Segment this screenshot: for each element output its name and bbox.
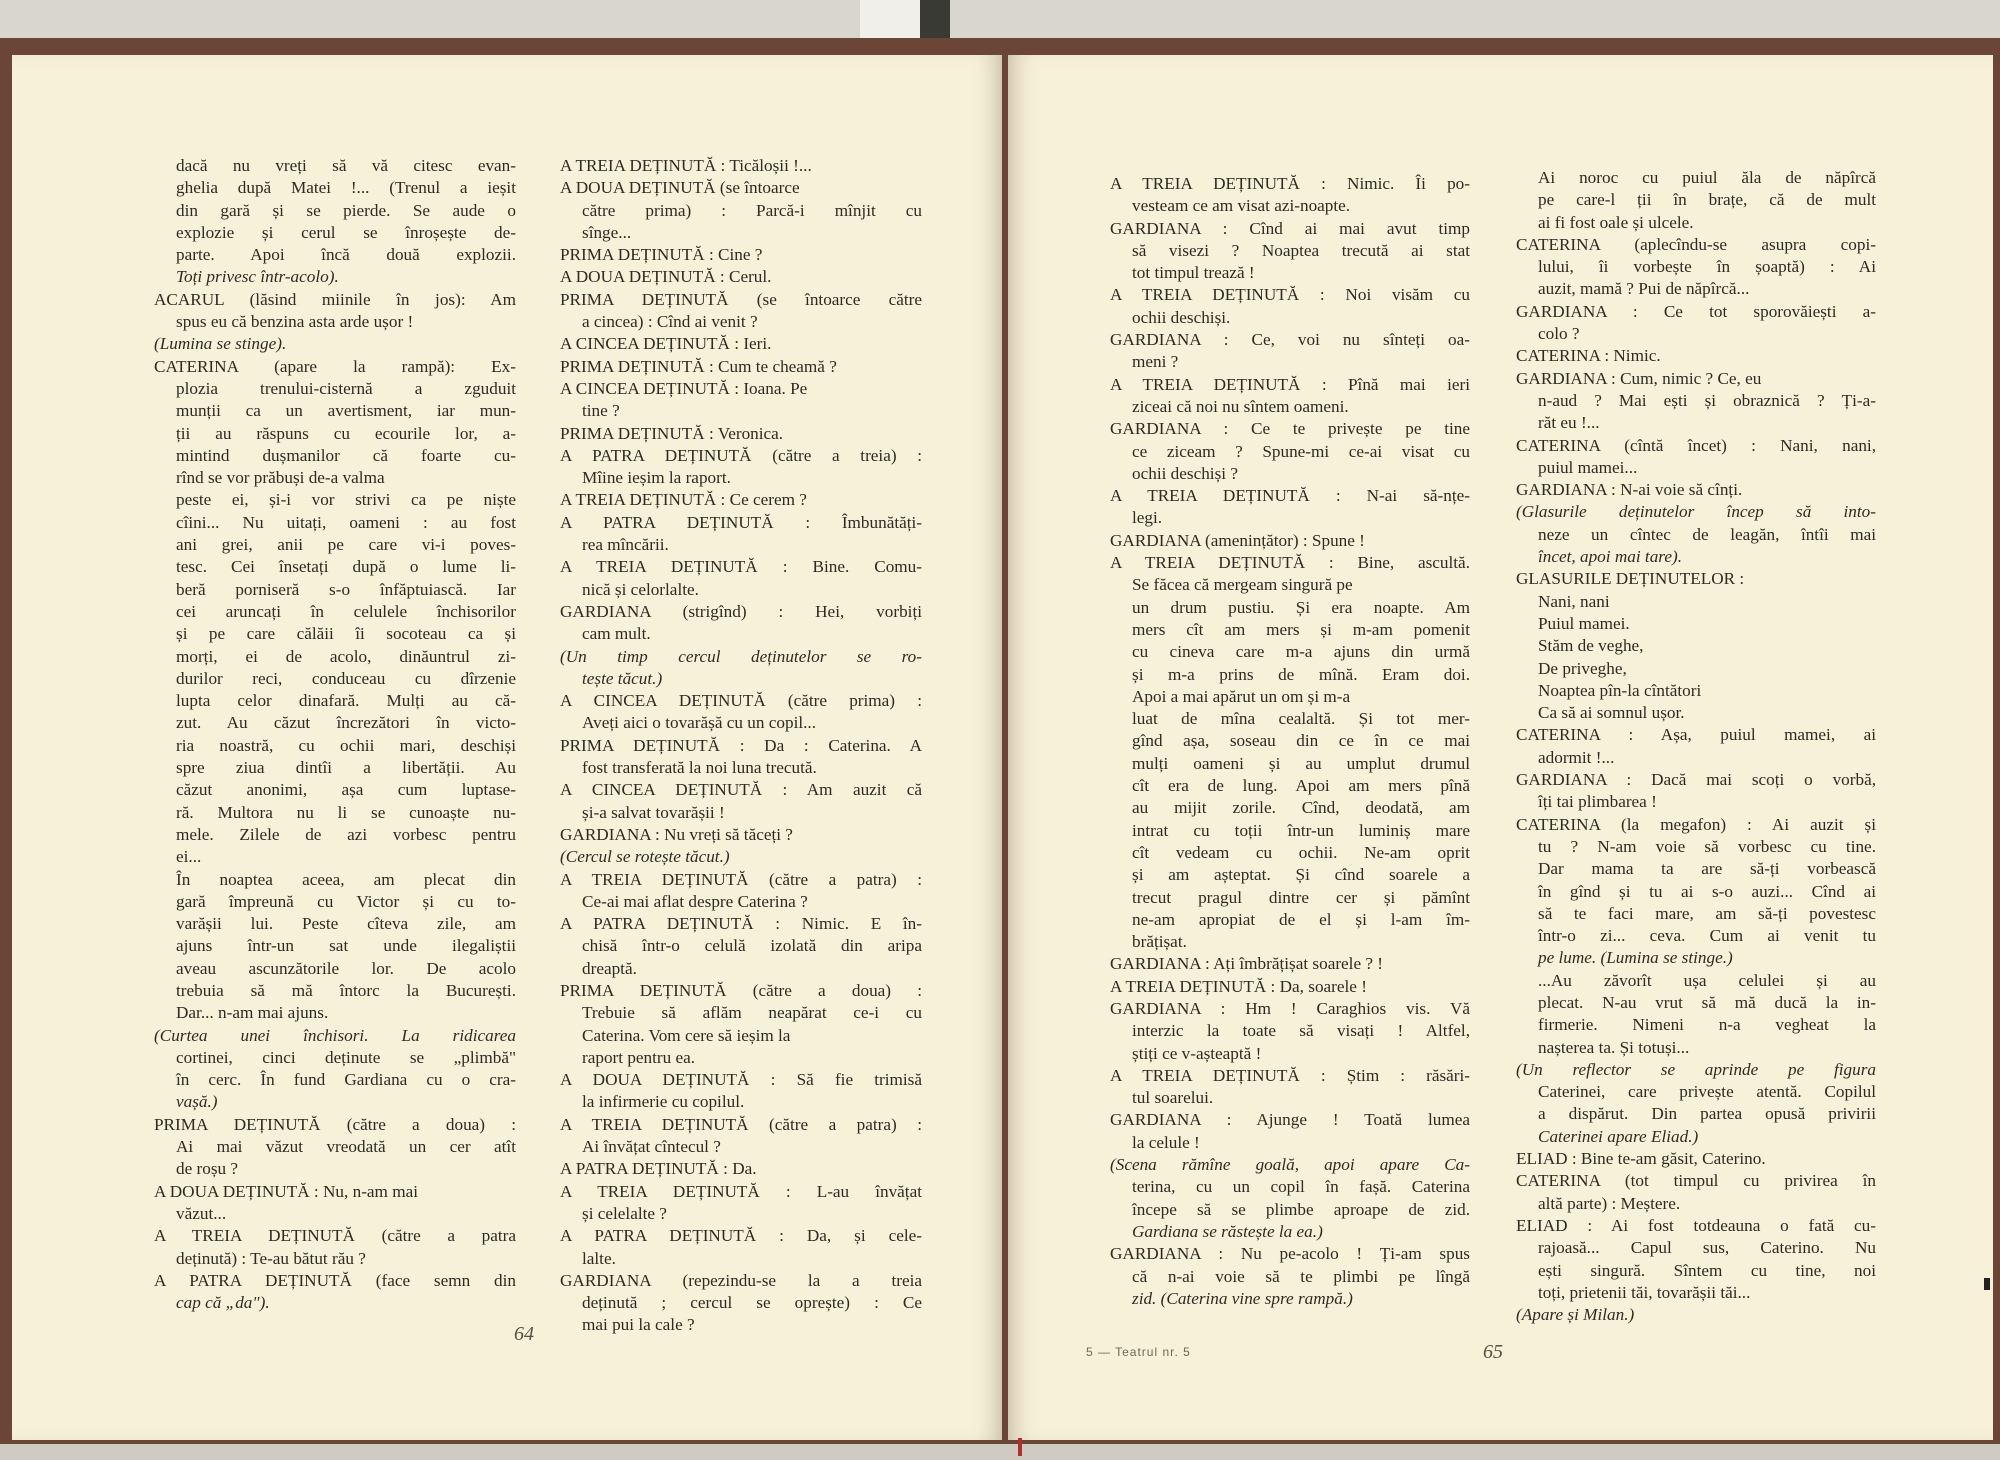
text-line: ajuns într-un sat unde ilegaliștii (176, 936, 516, 956)
text-line: GARDIANA : Ați îmbrățișat soarele ? ! (1110, 954, 1384, 974)
text-line: Puiul mamei. (1538, 613, 1630, 633)
text-line: terina, cu un copil în fașă. Caterina (1132, 1177, 1470, 1197)
text-line: neze un cîntec de leagăn, întîi mai (1538, 524, 1876, 544)
text-line: ...Au zăvorît ușa celulei și au (1538, 970, 1876, 990)
text-line: GARDIANA : Ajunge ! Toată lumea (1110, 1110, 1470, 1130)
text-line: și celelalte ? (582, 1203, 667, 1223)
text-line: dreaptă. (582, 958, 637, 978)
text-line: nică și celorlalte. (582, 579, 699, 599)
text-line: Aveți aici o tovarășă cu un copil... (582, 713, 817, 733)
text-line: să visezi ? Noaptea trecută ai stat (1132, 240, 1470, 260)
text-line: rajoasă... Capul sus, Caterino. Nu (1538, 1238, 1876, 1258)
text-line: puiul mamei... (1538, 457, 1638, 477)
text-line: CATERINA (aplecîndu-se asupra copi- (1516, 234, 1876, 254)
background-dark-block (920, 0, 950, 38)
text-line: legi. (1132, 508, 1163, 528)
text-line: ce ziceam ? Spune-mi ce-ai visat cu (1132, 441, 1470, 461)
left-page (12, 55, 1002, 1440)
text-line: peste ei, și-i vor strivi ca pe niște (176, 490, 516, 510)
text-line: Caterinei, care privește atentă. Copilul (1538, 1082, 1876, 1102)
text-line: cît era de lung. Apoi am mers pînă (1132, 776, 1470, 796)
text-line: încet, apoi mai tare). (1538, 547, 1682, 567)
text-line: dacă nu vreți să vă citesc evan- (176, 156, 516, 175)
text-line: A TREIA DEȚINUTĂ (către a patra (154, 1226, 516, 1246)
text-line: A TREIA DEȚINUTĂ (către a patra) : (560, 869, 922, 889)
page-number-right: 65 (1483, 1341, 1503, 1363)
text-line: varășii lui. Peste cîteva zile, am (176, 914, 516, 934)
text-line: răt eu !... (1538, 413, 1600, 433)
text-line: PRIMA DEȚINUTĂ (se întoarce către (560, 289, 922, 309)
text-line: A DOUA DEȚINUTĂ : Cerul. (560, 267, 772, 287)
text-line: adormit !... (1538, 747, 1615, 767)
text-line: luat de mîna cealaltă. Și tot mer- (1132, 709, 1470, 729)
text-line: deținută ; cercul se oprește) : Ce (582, 1293, 922, 1313)
text-line: (Scena rămîne goală, apoi apare Ca- (1110, 1155, 1470, 1175)
text-line: A PATRA DEȚINUTĂ (face semn din (154, 1270, 516, 1290)
text-line: de roșu ? (176, 1159, 239, 1179)
text-line: sînge... (582, 222, 632, 242)
text-line: la infirmerie cu copilul. (582, 1092, 745, 1112)
text-line: căzut anonimi, așa cum luptase- (176, 780, 516, 800)
text-line: și am așteptat. Și cînd soarele a (1132, 865, 1470, 885)
text-line: tine ? (582, 401, 620, 421)
background-strip (0, 0, 2000, 38)
text-line: interzic la toate să visați ! Altfel, (1132, 1021, 1470, 1041)
text-line: A PATRA DEȚINUTĂ (către a treia) : (560, 445, 922, 465)
text-line: cu cineva care m-a ajuns din urmă (1132, 642, 1470, 662)
text-line: cap că „da"). (176, 1293, 270, 1313)
text-line: GARDIANA : Hm ! Caraghios vis. Vă (1110, 998, 1470, 1018)
text-line: A TREIA DEȚINUTĂ : Da, soarele ! (1110, 976, 1367, 996)
text-line: altă parte) : Meștere. (1538, 1193, 1681, 1213)
text-line: plozia trenului-cisternă a zguduit (176, 378, 516, 398)
text-line: a dispărut. Din partea opusă privirii (1538, 1104, 1876, 1124)
text-line: tește tăcut.) (582, 668, 663, 688)
text-line: De priveghe, (1538, 658, 1627, 678)
text-line: ani grei, anii pe care vi-i poves- (176, 535, 516, 555)
text-line: brățișat. (1132, 932, 1187, 952)
printer-signature: 5 — Teatrul nr. 5 (1086, 1345, 1191, 1359)
right-page-column-2 (1516, 167, 1876, 1326)
text-line: tu ? N-am voie să vorbesc cu tine. (1538, 836, 1876, 856)
text-line: Caterinei apare Eliad.) (1538, 1126, 1699, 1146)
text-line: GARDIANA : Ce, voi nu sînteți oa- (1110, 330, 1470, 350)
text-line: GARDIANA (amenințător) : Spune ! (1110, 530, 1365, 550)
table-surface (0, 1444, 2000, 1460)
text-line: Mîine ieșim la raport. (582, 468, 731, 488)
text-line: și m-a prins de mînă. Eram doi. (1132, 664, 1470, 684)
background-block (860, 0, 920, 38)
text-line: gară împreună cu Victor și cu to- (176, 891, 516, 911)
text-line: ria noastră, cu ochii mari, deschiși (176, 735, 516, 755)
text-line: pe lume. (Lumina se stinge.) (1538, 948, 1733, 968)
text-line: pe care-l ții în brațe, că de mult (1538, 190, 1876, 210)
text-line: către prima) : Parcă-i mînjit cu (582, 200, 922, 220)
text-line: A TREIA DEȚINUTĂ : Ticăloșii !... (560, 156, 812, 175)
text-line: Se făcea că mergeam singură pe (1132, 575, 1353, 595)
text-line: PRIMA DEȚINUTĂ : Cum te cheamă ? (560, 356, 837, 376)
text-line: A CINCEA DEȚINUTĂ : Ioana. Pe (560, 378, 808, 398)
text-line: A CINCEA DEȚINUTĂ : Am auzit că (560, 780, 922, 800)
text-line: ești singură. Sîntem cu tine, noi (1538, 1260, 1876, 1280)
text-line: raport pentru ea. (582, 1047, 696, 1067)
text-line: A TREIA DEȚINUTĂ : Pînă mai ieri (1110, 374, 1470, 394)
text-line: îți tai plimbarea ! (1538, 792, 1657, 812)
text-line: Ce-ai mai aflat despre Caterina ? (582, 891, 808, 911)
text-line: GARDIANA : Cum, nimic ? Ce, eu (1516, 368, 1762, 388)
text-line: Dar mama ta are să-ți vorbească (1538, 859, 1876, 879)
text-line: explozie și cerul se înroșește de- (176, 222, 516, 242)
text-line: ochii deschiși ? (1132, 463, 1238, 483)
text-line: GARDIANA : Nu pe-acolo ! Ți-am spus (1110, 1244, 1470, 1264)
text-line: GARDIANA : Dacă mai scoți o vorbă, (1516, 770, 1876, 790)
text-line: Noaptea pîn-la cîntători (1538, 680, 1702, 700)
text-line: Nani, nani (1538, 591, 1610, 611)
text-line: GARDIANA : Nu vreți să tăceți ? (560, 824, 793, 844)
text-line: morți, ei de acolo, dinăuntrul zi- (176, 646, 516, 666)
text-line: (Glasurile deținutelor încep să into- (1516, 502, 1876, 522)
text-line: nașterea ta. Și totuși... (1538, 1037, 1690, 1057)
text-line: parte. Apoi încă două explozii. (176, 245, 516, 265)
text-line: în gînd și tu ai s-o auzi... Cînd ai (1538, 881, 1876, 901)
text-line: spus eu că benzina asta arde ușor ! (176, 312, 414, 332)
text-line: trebuia să mă întorc la București. (176, 980, 516, 1000)
left-page-column-1 (154, 155, 516, 1314)
text-line: mele. Zilele de azi vorbesc pentru (176, 824, 516, 844)
text-line: ELIAD : Bine te-am găsit, Caterino. (1516, 1149, 1766, 1169)
text-line: ne-am apropiat de el și l-am îm- (1132, 909, 1470, 929)
text-line: GARDIANA (repezindu-se la a treia (560, 1270, 922, 1290)
text-line: firmerie. Nimeni n-a vegheat la (1538, 1015, 1876, 1035)
text-line: aveau ascunzătorile lor. De acolo (176, 958, 516, 978)
text-line: la celule ! (1132, 1132, 1200, 1152)
text-line: (Un reflector se aprinde pe figura (1516, 1059, 1876, 1079)
text-line: ACARUL (lăsind miinile în jos): Am (154, 289, 516, 309)
text-line: GLASURILE DEȚINUTELOR : (1516, 569, 1745, 589)
text-line: CATERINA (apare la rampă): Ex- (154, 356, 516, 376)
text-line: PRIMA DEȚINUTĂ : Da : Caterina. A (560, 735, 922, 755)
text-line: lului, îi vorbește în șoaptă) : Ai (1538, 257, 1876, 277)
text-line: GARDIANA : N-ai voie să cînți. (1516, 480, 1743, 500)
text-line: toți, prietenii tăi, tovarășii tăi... (1538, 1282, 1751, 1302)
bookmark-ribbon (1018, 1438, 1022, 1456)
text-line: A TREIA DEȚINUTĂ : Știm : răsări- (1110, 1065, 1470, 1085)
text-line: (Cercul se rotește tăcut.) (560, 847, 730, 867)
text-line: au mijit zorile. Cînd, deodată, am (1132, 798, 1470, 818)
text-line: colo ? (1538, 324, 1580, 344)
text-line: vesteam ce am visat azi-noapte. (1132, 196, 1351, 216)
text-line: A TREIA DEȚINUTĂ : Bine, ascultă. (1110, 553, 1470, 573)
text-line: Ca să ai somnul ușor. (1538, 703, 1685, 723)
text-line: mers cît am mers și m-am pomenit (1132, 619, 1470, 639)
text-line: trecut pragul dintre cer și pămînt (1132, 887, 1470, 907)
text-line: Ai mai văzut vreodată un cer atît (176, 1137, 516, 1157)
text-line: Ai noroc cu puiul ăla de năpîrcă (1538, 168, 1876, 187)
text-line: A TREIA DEȚINUTĂ : Nimic. Îi po- (1110, 174, 1470, 193)
text-line: a cincea) : Cînd ai venit ? (582, 312, 758, 332)
text-line: A DOUA DEȚINUTĂ : Să fie trimisă (560, 1070, 922, 1090)
text-line: (Lumina se stinge). (154, 334, 287, 354)
text-line: într-o zi... ceva. Cum ai venit tu (1538, 926, 1876, 946)
text-line: auzit, mamă ? Pui de năpîrcă... (1538, 279, 1750, 299)
text-line: și-a salvat tovarășii ! (582, 802, 725, 822)
text-line: intrat cu toții într-un luminiș mare (1132, 820, 1470, 840)
text-line: ai fi fost oale și ulcele. (1538, 212, 1694, 232)
text-line: CATERINA : Așa, puiul mamei, ai (1516, 725, 1876, 745)
text-line: PRIMA DEȚINUTĂ : Cine ? (560, 245, 763, 265)
text-line: PRIMA DEȚINUTĂ (către a doua) : (154, 1114, 516, 1134)
text-line: rînd se vor prăbuși de-a valma (176, 468, 385, 488)
text-line: GARDIANA (strigînd) : Hei, vorbiți (560, 601, 922, 621)
text-line: lalte. (582, 1248, 616, 1268)
text-line: ziceai că noi nu sîntem oameni. (1132, 396, 1349, 416)
text-line: cît vedeam cu ochii. Ne-am oprit (1132, 842, 1470, 862)
text-line: ELIAD : Ai fost totdeauna o fată cu- (1516, 1215, 1876, 1235)
text-line: mai pui la cale ? (582, 1315, 695, 1335)
text-line: mintind dușmanilor că foarte cu- (176, 445, 516, 465)
text-line: CATERINA (la megafon) : Ai auzit și (1516, 814, 1876, 834)
text-line: plecat. N-au vrut să mă ducă la in- (1538, 992, 1876, 1012)
text-line: A TREIA DEȚINUTĂ : Bine. Comu- (560, 557, 922, 577)
text-line: fost transferată la noi luna trecută. (582, 758, 817, 778)
text-line: PRIMA DEȚINUTĂ : Veronica. (560, 423, 784, 443)
text-line: ghelia după Matei !... (Trenul a ieșit (176, 178, 516, 198)
text-line: Toți privesc într-acolo). (176, 267, 339, 287)
text-line: din gară și se pierde. Se aude o (176, 200, 516, 220)
text-line: (Curtea unei închisori. La ridicarea (154, 1025, 516, 1045)
text-line: Stăm de veghe, (1538, 636, 1644, 656)
text-line: A PATRA DEȚINUTĂ : Da, și cele- (560, 1226, 922, 1246)
text-line: în cerc. În fund Gardiana cu o cra- (176, 1070, 516, 1090)
text-line: n-aud ? Mai ești și obraznică ? Ți-a- (1538, 390, 1876, 410)
text-line: GARDIANA : Cînd ai mai avut timp (1110, 218, 1470, 238)
text-line: A DOUA DEȚINUTĂ (se întoarce (560, 178, 800, 198)
text-line: spre ziua dintîi a libertății. Au (176, 758, 516, 778)
text-line: vașă.) (176, 1092, 218, 1112)
text-line: un drum pustiu. Și era noapte. Am (1132, 597, 1470, 617)
text-line: văzut... (176, 1203, 227, 1223)
text-line: A TREIA DEȚINUTĂ : L-au învățat (560, 1181, 922, 1201)
text-line: ochii deschiși. (1132, 307, 1231, 327)
text-line: A PATRA DEȚINUTĂ : Îmbunătăți- (560, 512, 922, 532)
text-line: Gardiana se răstește la ea.) (1132, 1221, 1323, 1241)
text-line: A CINCEA DEȚINUTĂ : Ieri. (560, 334, 772, 354)
text-line: începe să se plimbe aproape de zid. (1132, 1199, 1470, 1219)
page-number-left: 64 (514, 1323, 534, 1345)
right-page-column-1 (1110, 173, 1470, 1310)
text-line: tot timpul trează ! (1132, 263, 1255, 283)
text-line: A TREIA DEȚINUTĂ (către a patra) : (560, 1114, 922, 1134)
text-line: A TREIA DEȚINUTĂ : N-ai să-nțe- (1110, 486, 1470, 506)
page-edge-mark (1984, 1278, 1990, 1290)
text-line: chisă într-o celulă izolată din aripa (582, 936, 922, 956)
right-page (1008, 55, 1993, 1440)
text-line: și pe care călăii îi socoteau ca și (176, 624, 516, 644)
text-line: lupta celor dinafară. Mulți au că- (176, 691, 516, 711)
text-line: cam mult. (582, 624, 651, 644)
text-line: CATERINA (tot timpul cu privirea în (1516, 1171, 1876, 1191)
text-line: (Un timp cercul deținutelor se ro- (560, 646, 922, 666)
text-line: PRIMA DEȚINUTĂ (către a doua) : (560, 980, 922, 1000)
text-line: GARDIANA : Ce tot sporovăiești a- (1516, 301, 1876, 321)
text-line: rea mîncării. (582, 535, 669, 555)
text-line: tesc. Cei însetați după o lume li- (176, 557, 516, 577)
text-line: zid. (Caterina vine spre rampă.) (1132, 1288, 1353, 1308)
text-line: Ai învățat cîntecul ? (582, 1137, 721, 1157)
text-line: Trebuie să aflăm neapărat ce-i cu (582, 1003, 922, 1023)
text-line: Dar... n-am mai ajuns. (176, 1003, 329, 1023)
text-line: zut. Au căzut încrezători în victo- (176, 713, 516, 733)
text-line: munții ca un avertisment, iar mun- (176, 401, 516, 421)
text-line: CATERINA (cîntă încet) : Nani, nani, (1516, 435, 1876, 455)
text-line: cei aruncați în celulele închisorilor (176, 601, 516, 621)
text-line: A PATRA DEȚINUTĂ : Da. (560, 1159, 757, 1179)
text-line: deținută) : Te-au bătut rău ? (176, 1248, 366, 1268)
text-line: CATERINA : Nimic. (1516, 346, 1661, 366)
text-line: Apoi a mai apărut un om și m-a (1132, 686, 1351, 706)
text-line: durilor reci, conduceau cu dîrzenie (176, 668, 516, 688)
text-line: A DOUA DEȚINUTĂ : Nu, n-am mai (154, 1181, 418, 1201)
text-line: A PATRA DEȚINUTĂ : Nimic. E în- (560, 914, 922, 934)
text-line: știți ce v-așteaptă ! (1132, 1043, 1262, 1063)
text-line: A TREIA DEȚINUTĂ : Noi visăm cu (1110, 285, 1470, 305)
text-line: mulți oameni și au umplut drumul (1132, 753, 1470, 773)
text-line: Caterina. Vom cere să ieșim la (582, 1025, 791, 1045)
text-line: cortinei, cinci deținute se „plimbă" (176, 1047, 516, 1067)
text-line: gînd așa, soseau din ce în ce mai (1132, 731, 1470, 751)
text-line: ei... (176, 847, 202, 867)
text-line: beră porniseră s-o înfăptuiască. Iar (176, 579, 516, 599)
text-line: ții au răspuns cu ecourile lor, a- (176, 423, 516, 443)
text-line: A TREIA DEȚINUTĂ : Ce cerem ? (560, 490, 807, 510)
left-page-column-2 (560, 155, 922, 1337)
text-line: În noaptea aceea, am plecat din (176, 869, 516, 889)
text-line: ră. Multora nu li se cunoaște nu- (176, 802, 516, 822)
text-line: A CINCEA DEȚINUTĂ (către prima) : (560, 691, 922, 711)
text-line: tul soarelui. (1132, 1088, 1214, 1108)
text-line: cîini... Nu uitați, oameni : au fost (176, 512, 516, 532)
text-line: că n-ai voie să te plimbi pe lîngă (1132, 1266, 1470, 1286)
text-line: meni ? (1132, 352, 1179, 372)
text-line: (Apare și Milan.) (1516, 1305, 1635, 1325)
text-line: GARDIANA : Ce te privește pe tine (1110, 419, 1470, 439)
text-line: să te faci mare, am să-ți povestesc (1538, 903, 1876, 923)
